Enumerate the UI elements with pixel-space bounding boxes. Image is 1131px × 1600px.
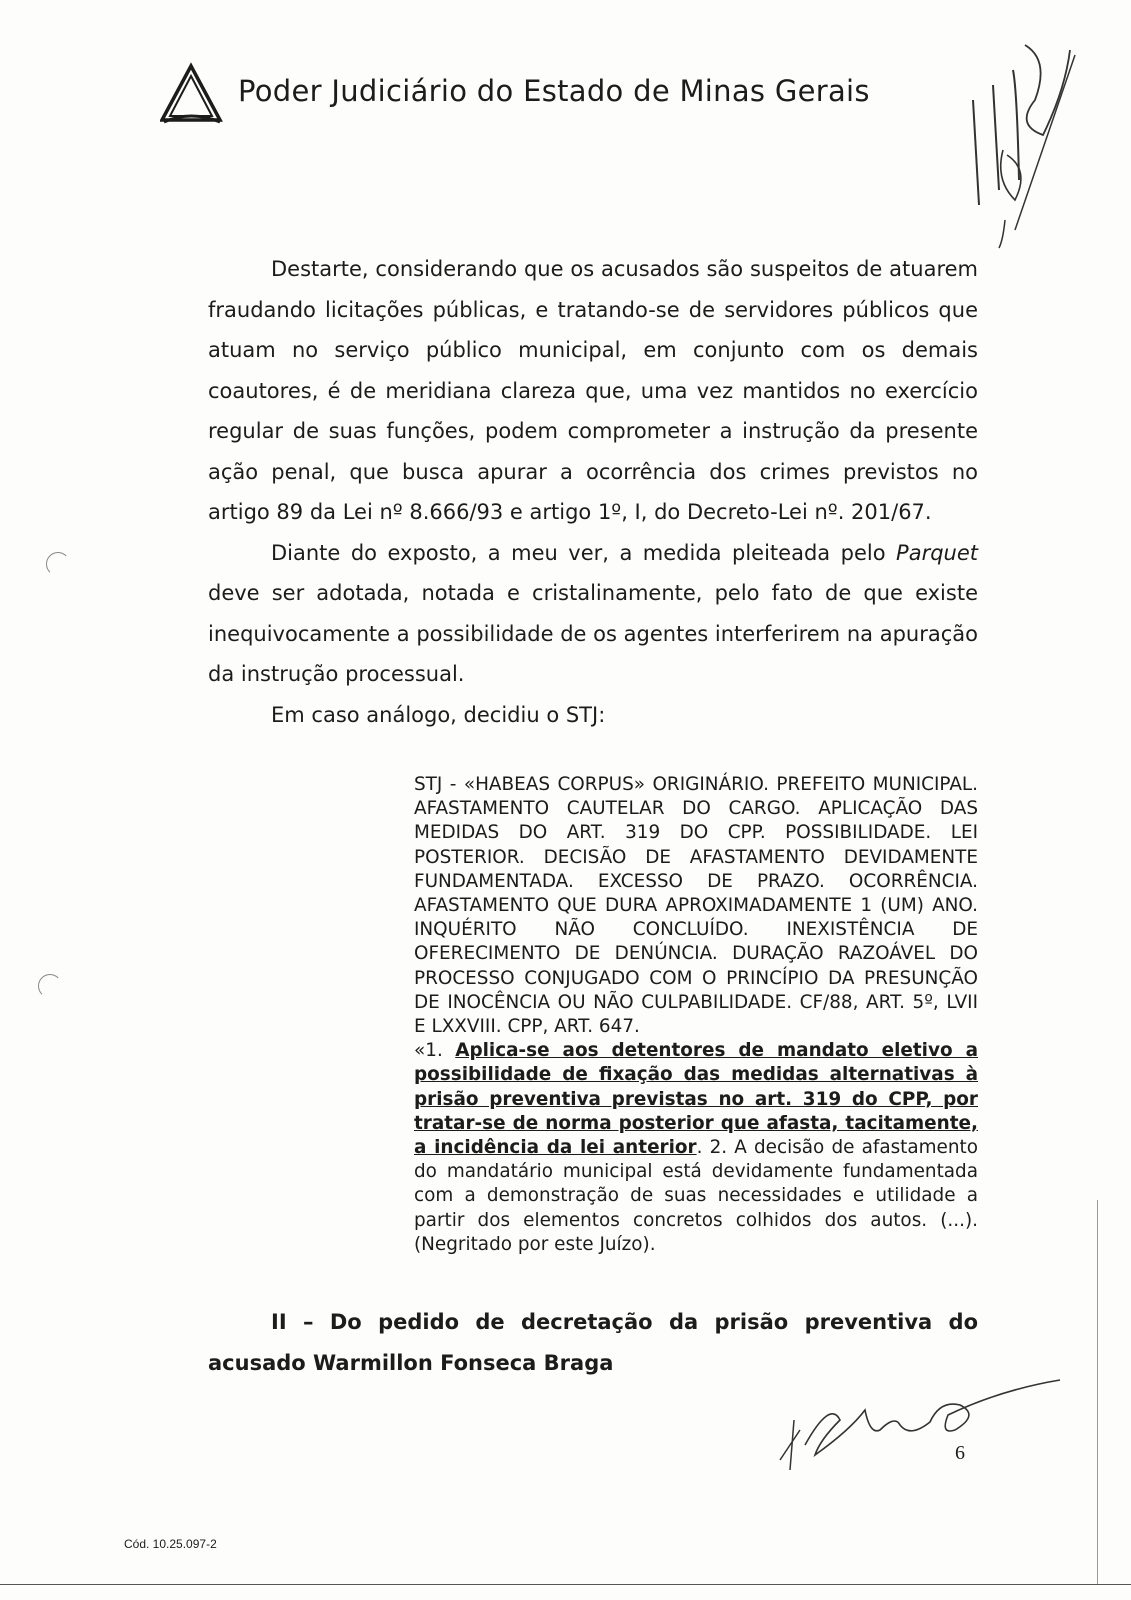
section-heading-text: II – Do pedido de decretação da prisão preventiva do acusado Warmillon Fonseca Braga — [208, 1310, 978, 1375]
tribunal-logo — [160, 62, 224, 128]
header-title: Poder Judiciário do Estado de Minas Gerais — [238, 74, 870, 108]
quote-rest: . 2. A decisão de afastamento do mandatário municipal está devidamente fundamentada com a demonstração de suas necessidades e utilidade a partir dos elementos concretos colhidos dos autos. (...). (Negritado por este Juízo). — [414, 1137, 978, 1255]
stj-quote — [414, 773, 978, 1257]
para2-start: Diante do exposto, a meu ver, a medida pleiteada pelo — [271, 540, 897, 565]
quote-body — [414, 1039, 978, 1257]
paragraph-diante — [208, 533, 978, 695]
page-number: 6 — [955, 1442, 965, 1464]
handwritten-folio-icon — [955, 30, 1085, 260]
signature — [770, 1360, 1070, 1484]
triangle-emblem-icon — [160, 62, 224, 124]
judge-signature-icon — [770, 1360, 1070, 1480]
punch-hole-mark — [38, 974, 62, 998]
parquet-term: Parquet — [896, 540, 978, 565]
quote-ementa: STJ - «HABEAS CORPUS» ORIGINÁRIO. PREFEITO MUNICIPAL. AFASTAMENTO CAUTELAR DO CARGO. APLICAÇÃO DAS MEDIDAS DO ART. 319 DO CPP. POSSIBILIDADE. LEI POSTERIOR. DECISÃO DE AFASTAMENTO DEVIDAMENTE FUNDAMENTADA. EXCESSO DE PRAZO. OCORRÊNCIA. AFASTAMENTO QUE DURA APROXIMADAMENTE 1 (UM) ANO. INQUÉRITO NÃO CONCLUÍDO. INEXISTÊNCIA DE OFERECIMENTO DE DENÚNCIA. DURAÇÃO RAZOÁVEL DO PROCESSO CONJUGADO COM O PRINCÍPIO DA PRESUNÇÃO DE INOCÊNCIA OU NÃO CULPABILIDADE. CF/88, ART. 5º, LVII E LXXVIII. CPP, ART. 647. — [414, 774, 978, 1038]
scan-edge-line — [1097, 1200, 1098, 1584]
quote-item-prefix: «1. — [414, 1040, 456, 1062]
para2-end: deve ser adotada, notada e cristalinamente, pelo fato de que existe inequivocamente a possibilidade de os agentes interferirem na apuração da instrução processual. — [208, 581, 978, 686]
scan-edge-line — [0, 1584, 1131, 1585]
quote-emphasis: Aplica-se aos detentores de mandato eletivo a possibilidade de fixação das medidas alternativas à prisão preventiva previstas no art. 319 do CPP, por tratar-se de norma posterior que afasta, tacitamente, a incidência da lei anterior — [414, 1040, 978, 1159]
folio-mark — [955, 30, 1085, 264]
paragraph-destarte: Destarte, considerando que os acusados são suspeitos de atuarem fraudando licitações públicas, e tratando-se de servidores públicos que atuam no serviço público municipal, em conjunto com os demais coautores, é de meridiana clareza que, uma vez mantidos no exercício regular de suas funções, podem comprometer a instrução da presente ação penal, que busca apurar a ocorrência dos crimes previstos no artigo 89 da Lei nº 8.666/93 e artigo 1º, I, do Decreto-Lei nº. 201/67. — [208, 257, 978, 524]
form-code: Cód. 10.25.097-2 — [124, 1537, 217, 1551]
punch-hole-mark — [46, 552, 70, 576]
body-text — [208, 249, 978, 735]
paragraph-stj-intro: Em caso análogo, decidiu o STJ: — [271, 702, 606, 727]
